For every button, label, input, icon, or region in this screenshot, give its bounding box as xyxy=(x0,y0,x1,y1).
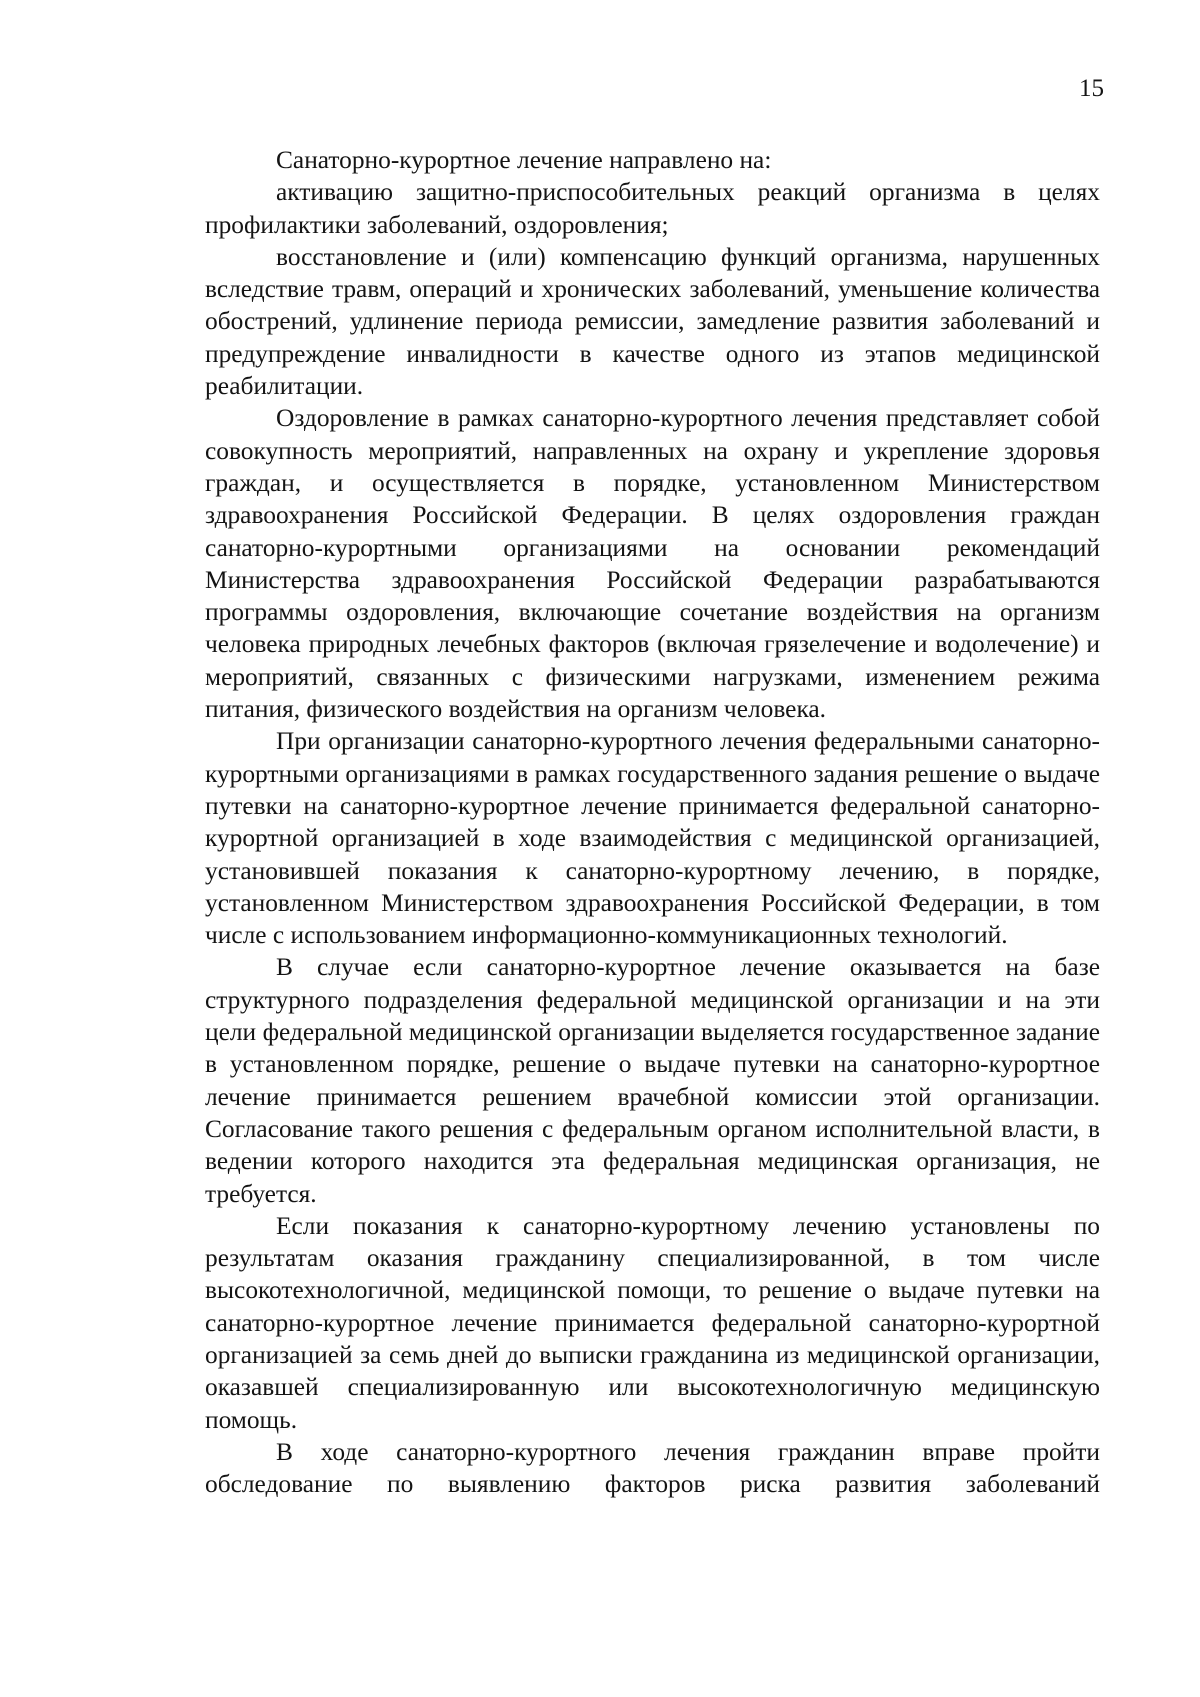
paragraph-restoration: восстановление и (или) компенсацию функций организма, нарушенных вследствие травм, операций и хронических заболеваний, уменьшение количества обострений, удлинение периода ремиссии, замедление развития заболеваний и предупреждение инвалидности в качестве одного из этапов медицинской реабилитации. xyxy=(205,242,1100,401)
paragraph-activation: активацию защитно-приспособительных реакций организма в целях профилактики заболеваний, оздоровления; xyxy=(205,178,1100,239)
page-number: 15 xyxy=(1079,75,1104,102)
paragraph-federal-organizations: При организации санаторно-курортного лечения федеральными санаторно-курортными организациями в рамках государственного задания решение о выдаче путевки на санаторно-курортное лечение принимается федеральной санаторно-курортной организацией в ходе взаимодействия с медицинской организацией, установившей показания к санаторно-курортному лечению, в порядке, установленном Министерством здравоохранения Российской Федерации, в том числе с использованием информационно-коммуникационных технологий. xyxy=(205,727,1100,950)
paragraph-intro: Санаторно-курортное лечение направлено на: xyxy=(276,146,772,174)
paragraph-examination: В ходе санаторно-курортного лечения гражданин вправе пройти обследование по выявлению факторов риска развития заболеваний xyxy=(205,1437,1100,1499)
paragraph-specialized-care: Если показания к санаторно-курортному лечению установлены по результатам оказания гражданину специализированной, в том числе высокотехнологичной, медицинской помощи, то решение о выдаче путевки на санаторно-курортное лечение принимается федеральной санаторно-курортной организацией за семь дней до выписки гражданина из медицинской организации, оказавшей специализированную или высокотехнологичную медицинскую помощь. xyxy=(205,1211,1100,1434)
paragraph-wellness: Оздоровление в рамках санаторно-курортного лечения представляет собой совокупность мероприятий, направленных на охрану и укрепление здоровья граждан, и осуществляется в порядке, установленном Министерством здравоохранения Российской Федерации. В целях оздоровления граждан санаторно-курортными организациями на основании рекомендаций Министерства здравоохранения Российской Федерации разрабатываются программы оздоровления, включающие сочетание воздействия на организм человека природных лечебных факторов (включая грязелечение и водолечение) и мероприятий, связанных с физическими нагрузками, изменением режима питания, физического воздействия на организм человека. xyxy=(205,404,1100,724)
paragraph-structural-unit: В случае если санаторно-курортное лечение оказывается на базе структурного подразделения федеральной медицинской организации и на эти цели федеральной медицинской организации выделяется государственное задание в установленном порядке, решение о выдаче путевки на санаторно-курортное лечение принимается решением врачебной комиссии этой организации. Согласование такого решения с федеральным органом исполнительной власти, в ведении которого находится эта федеральная медицинская организация, не требуется. xyxy=(205,953,1100,1208)
document-body xyxy=(205,144,1100,1500)
